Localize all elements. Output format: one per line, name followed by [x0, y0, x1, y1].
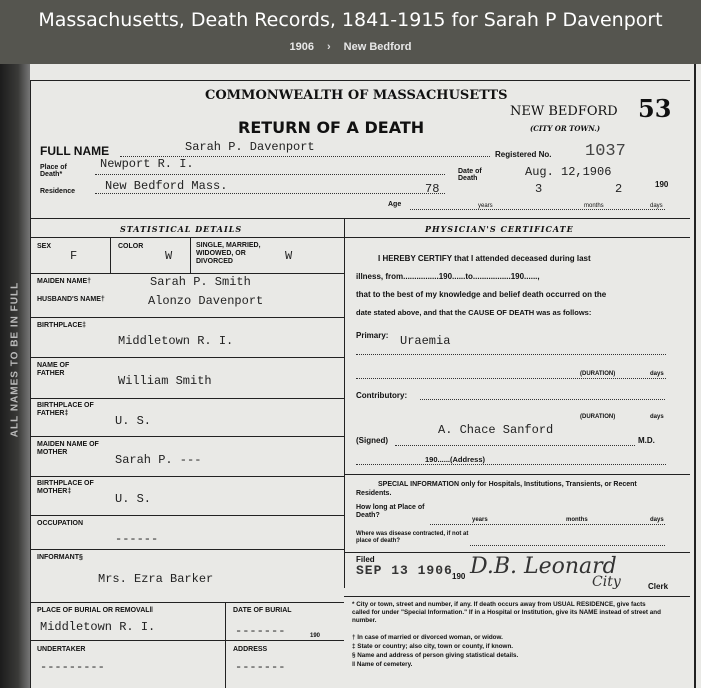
date-of-burial-value: ------- [235, 624, 286, 638]
age-years: 78 [425, 182, 440, 196]
special-years-label: years [472, 517, 488, 523]
breadcrumb-separator: › [326, 41, 331, 53]
place-of-death-line1: Newport R. I. [100, 157, 194, 171]
maiden-name-label: MAIDEN NAME† [37, 278, 92, 285]
filed-year-suffix: 190 [452, 572, 466, 581]
maiden-name-value: Sarah P. Smith [150, 275, 251, 289]
date-of-death-label: Date of Death [458, 168, 482, 182]
city-name: NEW BEDFORD [510, 104, 618, 119]
occupation-value: ------ [115, 532, 159, 546]
certify-line1: I HEREBY CERTIFY that I attended deceased during last [378, 254, 591, 263]
special-information-title: SPECIAL INFORMATION only for Hospitals, Institutions, Transients, or Recent Residents. [356, 481, 637, 497]
record-header [0, 0, 701, 64]
how-long-label: How long at Place of Death? [356, 504, 425, 519]
page-number: 53 [638, 94, 672, 123]
undertaker-label: UNDERTAKER [37, 646, 86, 653]
certify-line2: illness, from................190......to.................190......, [356, 272, 540, 281]
date-of-death-value: Aug. 12,1906 [525, 165, 612, 179]
contributory-days-label: days [650, 414, 664, 420]
contracted-label: Where was disease contracted, if not at place of death? [356, 531, 469, 544]
form-title: RETURN OF A DEATH [238, 118, 425, 137]
sex-value: F [70, 249, 78, 263]
husband-name-label: HUSBAND'S NAME† [37, 296, 105, 303]
registered-number: 1037 [585, 142, 626, 161]
father-name-label: NAME OF FATHER [37, 362, 70, 377]
certify-line3: that to the best of my knowledge and belief death occurred on the [356, 290, 607, 299]
marital-label: SINGLE, MARRIED, WIDOWED, OR DIVORCED [196, 242, 261, 265]
physician-name: A. Chace Sanford [438, 423, 554, 437]
months-label: months [584, 203, 604, 209]
breadcrumb-year[interactable]: 1906 [289, 41, 314, 53]
clerk-label: Clerk [648, 582, 669, 591]
full-name-value: Sarah P. Davenport [185, 140, 315, 154]
full-name-label: FULL NAME [40, 144, 110, 158]
book-spine [0, 64, 30, 688]
residence-label: Residence [40, 188, 76, 195]
md-label: M.D. [638, 436, 655, 445]
year-suffix: 190 [655, 180, 669, 189]
address-value: ------- [235, 660, 286, 674]
age-days: 2 [615, 182, 623, 196]
primary-duration-label: (DURATION) [580, 371, 616, 377]
informant-label: INFORMANT§ [37, 554, 83, 561]
sex-label: SEX [37, 243, 52, 250]
spine-text: ALL NAMES TO BE IN FULL [9, 281, 21, 438]
birthplace-label: BIRTHPLACE‡ [37, 322, 87, 329]
contributory-label: Contributory: [356, 391, 408, 400]
clerk-city: City [592, 574, 621, 590]
age-months: 3 [535, 182, 543, 196]
special-days-label: days [650, 517, 664, 523]
days-label: days [650, 203, 663, 209]
mother-name-value: Sarah P. --- [115, 453, 202, 467]
record-title: Massachusetts, Death Records, 1841-1915 for Sarah P Davenport [38, 9, 663, 31]
informant-value: Mrs. Ezra Barker [98, 572, 214, 586]
clerk-signature: D.B. Leonard [470, 554, 617, 579]
statistical-title: STATISTICAL DETAILS [120, 224, 243, 234]
color-value: W [165, 249, 173, 263]
birthplace-value: Middletown R. I. [118, 334, 234, 348]
death-record-image [0, 64, 701, 688]
place-of-death-label: Place of Death* [40, 164, 67, 178]
burial-year-suffix: 190 [310, 633, 321, 639]
date-of-burial-label: DATE OF BURIAL [233, 607, 292, 614]
footnote-cemetery: ‖ Name of cemetery. [352, 661, 413, 668]
address-label: ADDRESS [233, 646, 268, 653]
mother-birthplace-value: U. S. [115, 492, 152, 506]
footnote-informant: § Name and address of person giving statistical details. [352, 652, 519, 659]
undertaker-value: --------- [40, 660, 105, 674]
footnote-residence: * City or town, street and number, if any. If death occurs away from USUAL RESIDENCE, give facts called for under "Special Information." If in a Hospital or Institution, give its NAME instead of street and number. [352, 601, 661, 624]
filed-label: Filed [356, 555, 375, 564]
special-months-label: months [566, 517, 588, 523]
footnote-married: † In case of married or divorced woman, or widow. [352, 634, 503, 641]
occupation-label: OCCUPATION [37, 520, 84, 527]
husband-name-value: Alonzo Davenport [148, 294, 264, 308]
primary-label: Primary: [356, 331, 389, 340]
breadcrumb [0, 41, 701, 53]
age-label: Age [388, 201, 402, 208]
commonwealth-heading: COMMONWEALTH OF MASSACHUSETTS [205, 88, 508, 103]
signed-label: (Signed) [356, 436, 388, 445]
city-label: (CITY OR TOWN.) [530, 124, 601, 133]
years-label: years [478, 203, 493, 209]
registered-label: Registered No. [495, 150, 552, 159]
father-birthplace-value: U. S. [115, 414, 152, 428]
certify-line4: date stated above, and that the CAUSE OF DEATH was as follows: [356, 308, 592, 317]
mother-name-label: MAIDEN NAME OF MOTHER [37, 441, 99, 456]
color-label: COLOR [118, 243, 144, 250]
address-row: 190......(Address) [425, 455, 486, 464]
father-name-value: William Smith [118, 374, 212, 388]
contributory-duration-label: (DURATION) [580, 414, 616, 420]
burial-label: PLACE OF BURIAL OR REMOVAL‖ [37, 607, 154, 614]
father-birthplace-label: BIRTHPLACE OF FATHER‡ [37, 402, 94, 417]
burial-place-value: Middletown R. I. [40, 620, 156, 634]
primary-days-label: days [650, 371, 664, 377]
image-viewer[interactable] [0, 64, 701, 688]
mother-birthplace-label: BIRTHPLACE OF MOTHER‡ [37, 480, 94, 495]
physician-title: PHYSICIAN'S CERTIFICATE [425, 224, 574, 234]
breadcrumb-location[interactable]: New Bedford [343, 41, 412, 53]
place-of-death-line2: New Bedford Mass. [105, 179, 228, 193]
primary-cause: Uraemia [400, 334, 451, 348]
footnote-state: ‡ State or country; also city, town or county, if known. [352, 643, 514, 650]
marital-value: W [285, 249, 293, 263]
filed-date-stamp: SEP 13 1906 [356, 563, 453, 578]
